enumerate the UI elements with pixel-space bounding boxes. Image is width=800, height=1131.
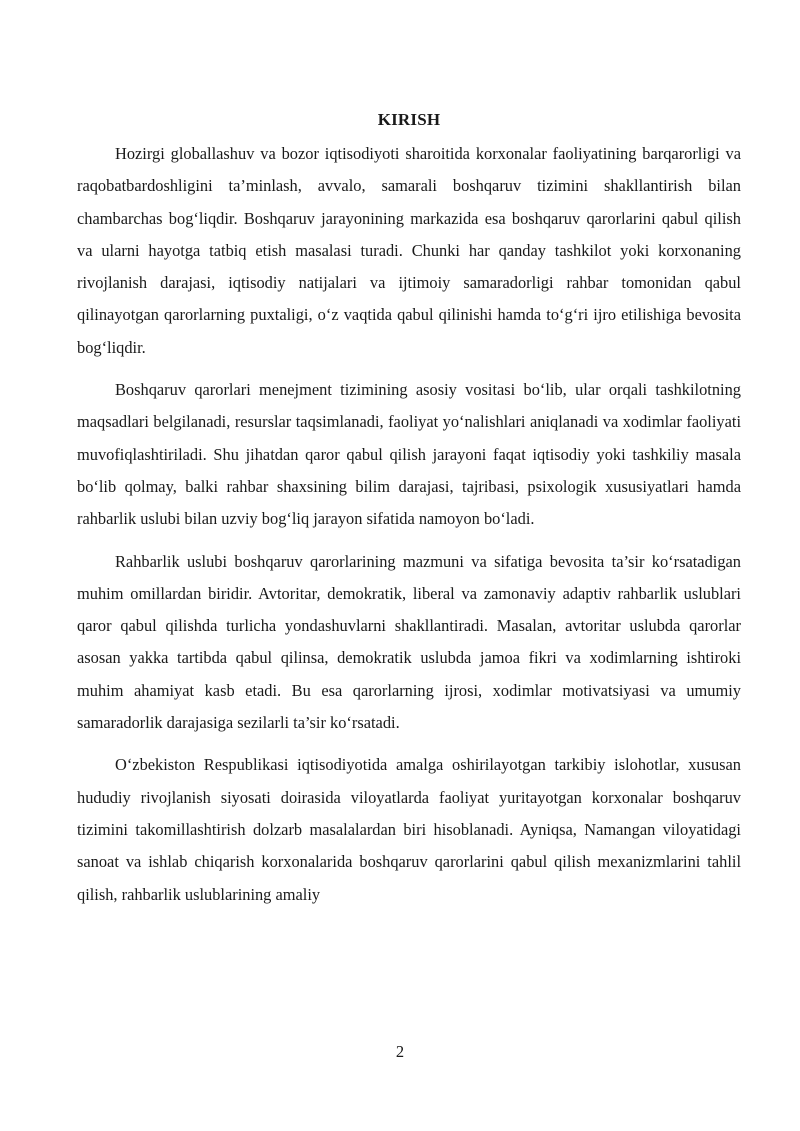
section-heading: KIRISH [377,110,441,129]
paragraph-2: Boshqaruv qarorlari menejment tizimining asosiy vositasi bo‘lib, ular orqali tashkilotning maqsadlari belgilanadi, resurslar taqsimlanadi, faoliyat yo‘nalishlari aniqlanadi va xodimlar faoliyati muvofiqlashtiriladi. Shu jihatdan qaror qabul qilish jarayoni faqat iqtisodiy yoki tashkiliy masala bo‘lib qolmay, balki rahbar shaxsining bilim darajasi, tajribasi, psixologik xususiyatlari hamda rahbarlik uslubi bilan uzviy bog‘liq jarayon sifatida namoyon bo‘ladi. [77,380,741,529]
paragraph-1: Hozirgi globallashuv va bozor iqtisodiyoti sharoitida korxonalar faoliyatining barqarorligi va raqobatbardoshligini ta’minlash, avvalo, samarali boshqaruv tizimini shakllantirish bilan chambarchas bog‘liqdir. Boshqaruv jarayonining markazida esa boshqaruv qarorlarini qabul qilish va ularni hayotga tatbiq etish masalasi turadi. Chunki har qanday tashkilot yoki korxonaning rivojlanish darajasi, iqtisodiy natijalari va ijtimoiy samaradorligi rahbar tomonidan qabul qilinayotgan qarorlarning puxtaligi, o‘z vaqtida qabul qilinishi hamda to‘g‘ri ijro etilishiga bevosita bog‘liqdir. [77,144,741,357]
paragraph-3: Rahbarlik uslubi boshqaruv qarorlarining mazmuni va sifatiga bevosita ta’sir ko‘rsatadigan muhim omillardan biridir. Avtoritar, demokratik, liberal va zamonaviy adaptiv rahbarlik uslublari qaror qabul qilishda turlicha yondashuvlarni shakllantiradi. Masalan, avtoritar uslubda qarorlar asosan yakka tartibda qabul qilinsa, demokratik uslubda jamoa fikri va xodimlarning ishtiroki muhim ahamiyat kasb etadi. Bu esa qarorlarning ijrosi, xodimlar motivatsiyasi va umumiy samaradorlik darajasiga sezilarli ta’sir ko‘rsatadi. [77,551,741,733]
page-number: 2 [395,1042,405,1061]
document-page [77,108,741,921]
paragraph-4: O‘zbekiston Respublikasi iqtisodiyotida amalga oshirilayotgan tarkibiy islohotlar, xususan hududiy rivojlanish siyosati doirasida viloyatlarda faoliyat yuritayotgan korxonalar boshqaruv tizimini takomillashtirish dolzarb masalalardan biri hisoblanadi. Ayniqsa, Namangan viloyatidagi sanoat va ishlab chiqarish korxonalarida boshqaruv qarorlarini qabul qilish mexanizmlarini tahlil qilish, rahbarlik uslublarining amaliy [77,755,741,904]
